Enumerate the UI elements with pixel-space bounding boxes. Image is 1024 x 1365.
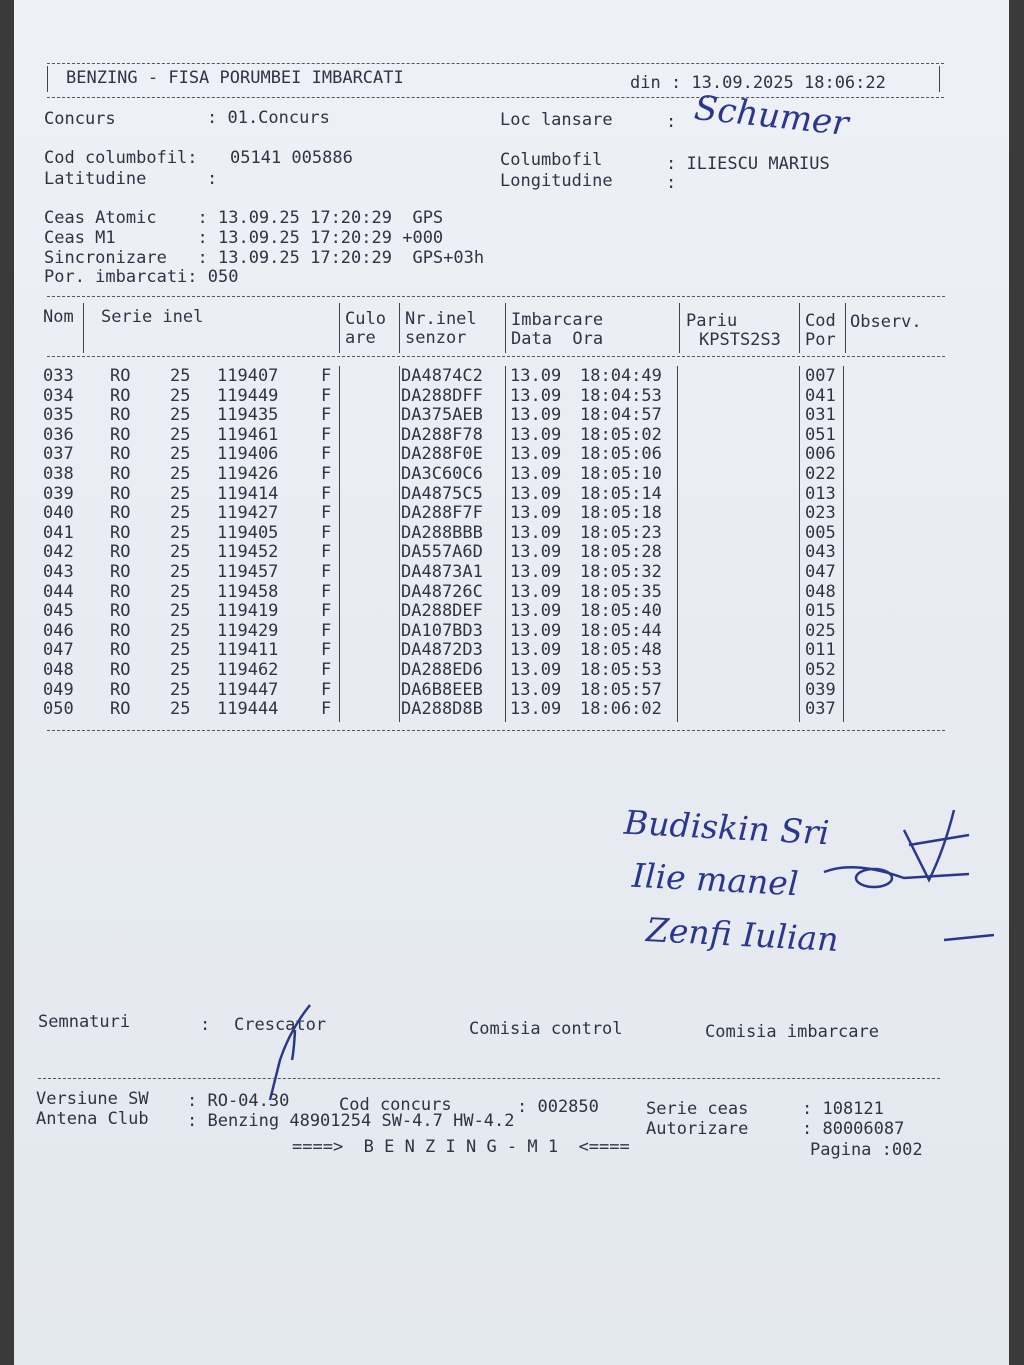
- row-nom: 038: [43, 464, 74, 484]
- row-sensor-id: DA48726C: [401, 581, 483, 602]
- col-cod-header: Cod: [805, 311, 836, 331]
- sep-nrinel-head: [505, 303, 506, 353]
- row-year: 25: [170, 522, 191, 543]
- table-row: [14, 582, 1009, 602]
- row-sex: F: [321, 444, 332, 465]
- comisia-control-label: Comisia control: [469, 1019, 623, 1039]
- row-ring-number: 119414: [217, 483, 279, 504]
- row-cod-por: 013: [805, 483, 836, 504]
- header-left-border: [47, 66, 48, 92]
- table-row: [14, 680, 1009, 700]
- cod-columbofil-value: 05141 005886: [230, 148, 353, 168]
- table-top-rule: [47, 296, 945, 297]
- row-nom: 033: [43, 366, 74, 386]
- row-sex: F: [321, 503, 332, 524]
- row-country: RO: [110, 601, 131, 622]
- loc-lansare-handwritten: Schumer: [692, 88, 851, 144]
- table-row: [14, 366, 1009, 386]
- row-time: 18:05:28: [580, 542, 662, 563]
- row-time: 18:05:40: [580, 601, 662, 622]
- row-sex: F: [321, 699, 332, 720]
- table-row: [14, 601, 1009, 621]
- row-country: RO: [110, 542, 131, 563]
- serie-ceas-label: Serie ceas: [646, 1099, 749, 1119]
- row-cod-por: 022: [805, 464, 836, 484]
- col-serie-header: Serie inel: [101, 307, 204, 327]
- row-sex: F: [321, 366, 332, 386]
- row-year: 25: [170, 640, 191, 661]
- row-time: 18:05:53: [580, 660, 662, 680]
- row-time: 18:05:14: [580, 483, 662, 504]
- row-ring-number: 119407: [217, 366, 279, 386]
- table-bottom-rule: [47, 730, 945, 731]
- antena-club-label: Antena Club: [36, 1109, 149, 1129]
- row-sensor-id: DA3C60C6: [401, 464, 483, 484]
- row-year: 25: [170, 483, 191, 504]
- row-year: 25: [170, 503, 191, 524]
- row-sensor-id: DA288D8B: [401, 699, 483, 720]
- col-nrinel-header: Nr.inel: [405, 309, 477, 329]
- row-date: 13.09: [510, 699, 562, 720]
- row-country: RO: [110, 562, 131, 582]
- autorizare-value: : 80006087: [802, 1119, 905, 1139]
- cod-concurs-label: Cod concurs: [339, 1095, 452, 1115]
- row-time: 18:05:44: [580, 620, 662, 641]
- row-cod-por: 051: [805, 424, 836, 445]
- table-row: [14, 621, 1009, 641]
- sincronizare-line: Sincronizare : 13.09.25 17:20:29 GPS+03h: [44, 248, 485, 268]
- row-year: 25: [170, 679, 191, 700]
- row-nom: 047: [43, 640, 74, 661]
- row-country: RO: [110, 503, 131, 524]
- row-sensor-id: DA288BBB: [401, 522, 483, 543]
- row-date: 13.09: [510, 366, 562, 386]
- row-date: 13.09: [510, 444, 562, 465]
- handwritten-name-3: Zenfi Iulian: [645, 909, 840, 960]
- col-pariu-header: Pariu: [686, 311, 738, 331]
- row-nom: 046: [43, 620, 74, 641]
- row-time: 18:05:23: [580, 522, 662, 543]
- sep-imbarcare-head: [679, 303, 680, 353]
- por-imbarcati-line: Por. imbarcati: 050: [44, 267, 239, 287]
- crescator-signature-stroke: [270, 1005, 310, 1100]
- row-year: 25: [170, 424, 191, 445]
- semnaturi-colon: :: [200, 1015, 211, 1035]
- cod-concurs-value: : 002850: [517, 1097, 599, 1117]
- row-year: 25: [170, 601, 191, 622]
- row-sensor-id: DA288ED6: [401, 660, 483, 680]
- document-title: BENZING - FISA PORUMBEI IMBARCATI: [66, 68, 404, 88]
- row-cod-por: 031: [805, 405, 836, 426]
- concurs-label: Concurs: [44, 109, 116, 129]
- header-bottom-rule: [47, 97, 944, 98]
- table-header-rule: [47, 356, 945, 357]
- benzing-banner: ====> B E N Z I N G - M 1 <====: [292, 1137, 630, 1157]
- row-date: 13.09: [510, 424, 562, 445]
- col-imbarcare-header: Imbarcare: [511, 310, 604, 330]
- row-country: RO: [110, 483, 131, 504]
- row-date: 13.09: [510, 640, 562, 661]
- row-date: 13.09: [510, 464, 562, 484]
- row-nom: 041: [43, 522, 74, 543]
- row-date: 13.09: [510, 483, 562, 504]
- row-cod-por: 023: [805, 503, 836, 524]
- sep-cod-head: [845, 303, 846, 353]
- row-country: RO: [110, 620, 131, 641]
- row-time: 18:04:49: [580, 366, 662, 386]
- row-date: 13.09: [510, 405, 562, 426]
- table-row: [14, 425, 1009, 445]
- row-ring-number: 119427: [217, 503, 279, 524]
- row-time: 18:05:57: [580, 679, 662, 700]
- signature-mark-4: [824, 867, 969, 878]
- columbofil-value: : ILIESCU MARIUS: [666, 154, 830, 174]
- row-ring-number: 119457: [217, 562, 279, 582]
- row-year: 25: [170, 699, 191, 720]
- row-year: 25: [170, 620, 191, 641]
- row-sensor-id: DA6B8EEB: [401, 679, 483, 700]
- row-nom: 035: [43, 405, 74, 426]
- row-ring-number: 119452: [217, 542, 279, 563]
- row-nom: 050: [43, 699, 74, 720]
- row-sex: F: [321, 522, 332, 543]
- signature-mark-2: [909, 835, 969, 845]
- row-sex: F: [321, 562, 332, 582]
- row-cod-por: 007: [805, 366, 836, 386]
- row-sex: F: [321, 405, 332, 426]
- col-senzor-header: senzor: [405, 328, 467, 348]
- page-number: Pagina :002: [810, 1140, 923, 1160]
- row-sensor-id: DA288F7F: [401, 503, 483, 524]
- row-cod-por: 039: [805, 679, 836, 700]
- row-date: 13.09: [510, 660, 562, 680]
- row-cod-por: 025: [805, 620, 836, 641]
- row-ring-number: 119461: [217, 424, 279, 445]
- row-sensor-id: DA4872D3: [401, 640, 483, 661]
- row-year: 25: [170, 660, 191, 680]
- footer-rule: [38, 1078, 940, 1079]
- ceas-atomic-line: Ceas Atomic : 13.09.25 17:20:29 GPS: [44, 208, 444, 228]
- row-sensor-id: DA557A6D: [401, 542, 483, 563]
- row-ring-number: 119411: [217, 640, 279, 661]
- table-row: [14, 405, 1009, 425]
- row-date: 13.09: [510, 620, 562, 641]
- row-cod-por: 047: [805, 562, 836, 582]
- row-country: RO: [110, 385, 131, 406]
- table-row: [14, 562, 1009, 582]
- table-row: [14, 386, 1009, 406]
- row-sex: F: [321, 581, 332, 602]
- print-date: din : 13.09.2025 18:06:22: [630, 73, 886, 93]
- sep-pariu-head: [799, 303, 800, 353]
- table-row: [14, 503, 1009, 523]
- row-sensor-id: DA288DFF: [401, 385, 483, 406]
- row-nom: 042: [43, 542, 74, 563]
- row-sensor-id: DA4873A1: [401, 562, 483, 582]
- row-cod-por: 037: [805, 699, 836, 720]
- row-date: 13.09: [510, 679, 562, 700]
- row-year: 25: [170, 542, 191, 563]
- columbofil-label: Columbofil: [500, 150, 603, 170]
- row-time: 18:05:35: [580, 581, 662, 602]
- col-kpsts-header: KPSTS2S3: [699, 330, 781, 350]
- row-sex: F: [321, 424, 332, 445]
- row-time: 18:05:48: [580, 640, 662, 661]
- row-cod-por: 043: [805, 542, 836, 563]
- row-sex: F: [321, 464, 332, 484]
- row-time: 18:05:32: [580, 562, 662, 582]
- table-row: [14, 523, 1009, 543]
- row-nom: 034: [43, 385, 74, 406]
- row-year: 25: [170, 366, 191, 386]
- row-time: 18:04:57: [580, 405, 662, 426]
- row-sensor-id: DA4874C2: [401, 366, 483, 386]
- row-ring-number: 119449: [217, 385, 279, 406]
- row-sex: F: [321, 483, 332, 504]
- concurs-value: : 01.Concurs: [207, 108, 330, 128]
- row-country: RO: [110, 464, 131, 484]
- table-row: [14, 464, 1009, 484]
- row-nom: 044: [43, 581, 74, 602]
- row-cod-por: 048: [805, 581, 836, 602]
- row-sex: F: [321, 620, 332, 641]
- row-sex: F: [321, 542, 332, 563]
- row-cod-por: 005: [805, 522, 836, 543]
- col-culo-header-2: are: [345, 328, 376, 348]
- row-sensor-id: DA288F78: [401, 424, 483, 445]
- row-country: RO: [110, 366, 131, 386]
- table-row: [14, 660, 1009, 680]
- row-country: RO: [110, 522, 131, 543]
- row-cod-por: 041: [805, 385, 836, 406]
- row-nom: 040: [43, 503, 74, 524]
- row-country: RO: [110, 444, 131, 465]
- row-country: RO: [110, 699, 131, 720]
- semnaturi-label: Semnaturi: [38, 1012, 131, 1032]
- row-cod-por: 015: [805, 601, 836, 622]
- row-nom: 037: [43, 444, 74, 465]
- row-sensor-id: DA375AEB: [401, 405, 483, 426]
- versiune-sw-value: : RO-04.30: [187, 1091, 290, 1111]
- row-cod-por: 011: [805, 640, 836, 661]
- table-row: [14, 484, 1009, 504]
- ceas-m1-line: Ceas M1 : 13.09.25 17:20:29 +000: [44, 228, 444, 248]
- row-country: RO: [110, 405, 131, 426]
- row-nom: 045: [43, 601, 74, 622]
- row-ring-number: 119406: [217, 444, 279, 465]
- row-ring-number: 119435: [217, 405, 279, 426]
- row-nom: 039: [43, 483, 74, 504]
- sep-nom-head: [83, 303, 84, 353]
- row-ring-number: 119426: [217, 464, 279, 484]
- row-time: 18:06:02: [580, 699, 662, 720]
- row-date: 13.09: [510, 601, 562, 622]
- row-sex: F: [321, 601, 332, 622]
- col-observ-header: Observ.: [850, 312, 922, 332]
- row-ring-number: 119419: [217, 601, 279, 622]
- row-sex: F: [321, 660, 332, 680]
- table-row: [14, 444, 1009, 464]
- document-page: [14, 0, 1009, 1365]
- table-row: [14, 699, 1009, 719]
- row-time: 18:05:10: [580, 464, 662, 484]
- latitudine-label: Latitudine: [44, 169, 147, 189]
- antena-club-value: : Benzing 48901254 SW-4.7 HW-4.2: [187, 1111, 515, 1131]
- row-date: 13.09: [510, 503, 562, 524]
- row-ring-number: 119447: [217, 679, 279, 700]
- row-time: 18:05:06: [580, 444, 662, 465]
- row-date: 13.09: [510, 385, 562, 406]
- crescator-label: Crescator: [234, 1015, 327, 1035]
- row-country: RO: [110, 660, 131, 680]
- row-ring-number: 119429: [217, 620, 279, 641]
- row-sensor-id: DA288F0E: [401, 444, 483, 465]
- row-cod-por: 052: [805, 660, 836, 680]
- latitudine-colon: :: [207, 169, 218, 189]
- col-por-header: Por: [805, 330, 836, 350]
- col-culo-header: Culo: [345, 309, 386, 329]
- header-top-rule: [47, 63, 944, 64]
- row-year: 25: [170, 385, 191, 406]
- row-year: 25: [170, 562, 191, 582]
- table-row: [14, 542, 1009, 562]
- row-sensor-id: DA107BD3: [401, 620, 483, 641]
- row-time: 18:05:02: [580, 424, 662, 445]
- handwritten-signature-marks: [794, 790, 994, 950]
- row-sex: F: [321, 679, 332, 700]
- row-date: 13.09: [510, 522, 562, 543]
- row-time: 18:04:53: [580, 385, 662, 406]
- row-country: RO: [110, 679, 131, 700]
- versiune-sw-label: Versiune SW: [36, 1089, 149, 1109]
- row-cod-por: 006: [805, 444, 836, 465]
- longitudine-colon: :: [666, 173, 677, 193]
- header-right-border: [939, 66, 940, 92]
- signature-mark-5: [944, 935, 994, 940]
- row-nom: 043: [43, 562, 74, 582]
- sep-culo-head: [399, 303, 400, 353]
- row-nom: 049: [43, 679, 74, 700]
- row-country: RO: [110, 581, 131, 602]
- row-nom: 048: [43, 660, 74, 680]
- serie-ceas-value: : 108121: [802, 1099, 884, 1119]
- row-time: 18:05:18: [580, 503, 662, 524]
- loc-lansare-colon: :: [666, 112, 677, 132]
- row-sensor-id: DA288DEF: [401, 601, 483, 622]
- table-row: [14, 640, 1009, 660]
- sep-serie-head: [339, 303, 340, 353]
- row-date: 13.09: [510, 562, 562, 582]
- loc-lansare-label: Loc lansare: [500, 110, 613, 130]
- col-data-ora-header: Data Ora: [511, 329, 604, 349]
- row-year: 25: [170, 444, 191, 465]
- autorizare-label: Autorizare: [646, 1119, 749, 1139]
- row-year: 25: [170, 464, 191, 484]
- handwritten-name-1: Budiskin Sri: [623, 802, 831, 853]
- longitudine-label: Longitudine: [500, 171, 613, 191]
- row-sex: F: [321, 385, 332, 406]
- row-ring-number: 119405: [217, 522, 279, 543]
- row-country: RO: [110, 640, 131, 661]
- row-ring-number: 119444: [217, 699, 279, 720]
- cod-columbofil-label: Cod columbofil:: [44, 148, 198, 168]
- row-date: 13.09: [510, 542, 562, 563]
- row-sex: F: [321, 640, 332, 661]
- handwritten-name-2: Ilie manel: [631, 855, 800, 904]
- comisia-imbarcare-label: Comisia imbarcare: [705, 1022, 879, 1042]
- row-nom: 036: [43, 424, 74, 445]
- col-nom-header: Nom: [43, 307, 74, 327]
- row-year: 25: [170, 581, 191, 602]
- row-country: RO: [110, 424, 131, 445]
- row-ring-number: 119458: [217, 581, 279, 602]
- row-date: 13.09: [510, 581, 562, 602]
- row-ring-number: 119462: [217, 660, 279, 680]
- row-year: 25: [170, 405, 191, 426]
- row-sensor-id: DA4875C5: [401, 483, 483, 504]
